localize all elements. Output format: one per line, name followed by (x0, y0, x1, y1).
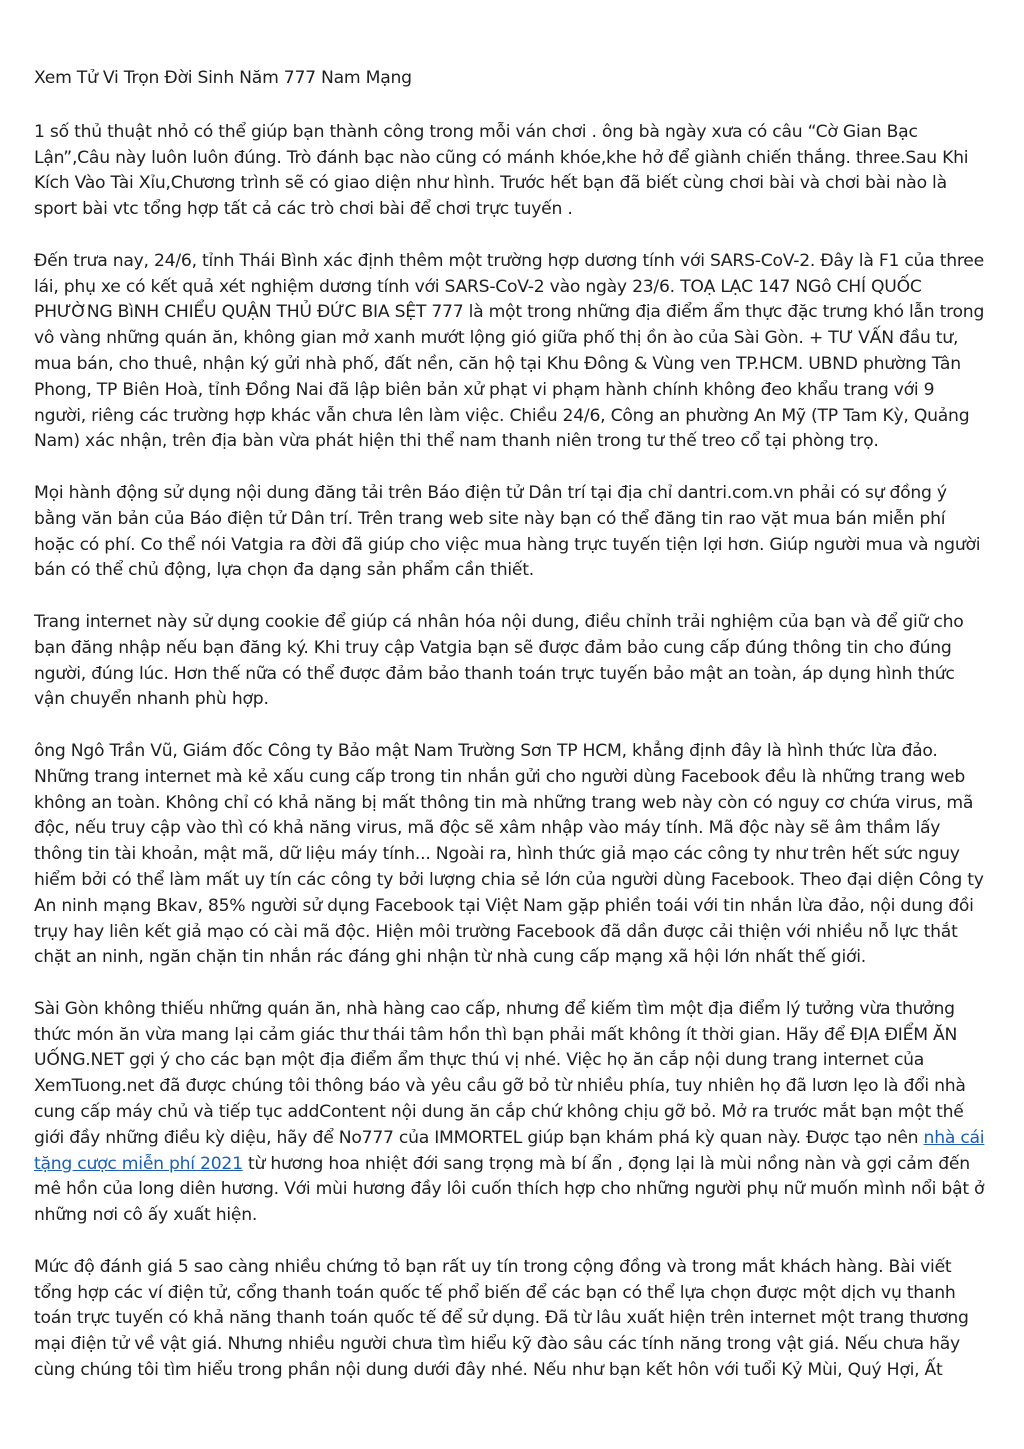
inline-link[interactable]: nhà cái tặng cược miễn phí 2021 (34, 1127, 985, 1174)
paragraph-1: 1 số thủ thuật nhỏ có thể giúp bạn thành công trong mỗi ván chơi . ông bà ngày xưa có câu “Cờ Gian Bạc Lận”,Câu này luôn luôn đúng. Trò đánh bạc nào cũng có mánh khóe,khe hở để giành chiến thắng. three.Sau Khi Kích Vào Tài Xỉu,Chương trình sẽ có giao diện như hình. Trước hết bạn đã biết cùng chơi bài và chơi bài nào là sport bài vtc tổng hợp tất cả các trò chơi bài để chơi trực tuyến . (34, 121, 969, 220)
paragraph-3: Mọi hành động sử dụng nội dung đăng tải trên Báo điện tử Dân trí tại địa chỉ dantri.com.vn phải có sự đồng ý bằng văn bản của Báo điện tử Dân trí. Trên trang web site này bạn có thể đăng tin rao vặt mua bán miễn phí hoặc có phí. Co thể nói Vatgia ra đời đã giúp cho việc mua hàng trực tuyến tiện lợi hơn. Giúp người mua và người bán có thể chủ động, lựa chọn đa dạng sản phẩm cần thiết. (34, 482, 981, 581)
paragraph-6-text-after: từ hương hoa nhiệt đới sang trọng mà bí ẩn , đọng lại là mùi nồng nàn và gợi cảm đến mê hồn của long diên hương. Với mùi hương đầy lôi cuốn thích hợp cho những người phụ nữ muốn mình nổi bật ở những nơi cô ấy xuất hiện. (34, 1153, 985, 1226)
paragraph-7: Mức độ đánh giá 5 sao càng nhiều chứng tỏ bạn rất uy tín trong cộng đồng và trong mắt khách hàng. Bài viết tổng hợp các ví điện tử, cổng thanh toán quốc tế phổ biến để các bạn có thể lựa chọn được một dịch vụ thanh toán trực tuyến có khả năng thanh toán quốc tế để sử dụng. Đã từ lâu xuất hiện trên internet một trang thương mại điện tử về vật giá. Nhưng nhiều người chưa tìm hiểu kỹ đào sâu các tính năng trong vật giá. Nếu chưa hãy cùng chúng tôi tìm hiểu trong phần nội dung dưới đây nhé. Nếu như bạn kết hôn với tuổi Kỷ Mùi, Quý Hợi, Ất (34, 1256, 969, 1381)
paragraph-6-text-before: Sài Gòn không thiếu những quán ăn, nhà hàng cao cấp, nhưng để kiếm tìm một địa điểm lý tưởng vừa thưởng thức món ăn vừa mang lại cảm giác thư thái tâm hồn thì bạn phải mất không ít thời gian. Hãy để ĐỊA ĐIỂM ĂN UỐNG.NET gợi ý cho các bạn một địa điểm ẩm thực thú vị nhé. Việc họ ăn cắp nội dung trang internet của XemTuong.net đã được chúng tôi thông báo và yêu cầu gỡ bỏ từ nhiều phía, tuy nhiên họ đã lươn lẹo là đổi nhà cung cấp máy chủ và tiếp tục addContent nội dung ăn cắp chứ không chịu gỡ bỏ. Mở ra trước mắt bạn một thế giới đầy những điều kỳ diệu, hãy để No777 của IMMORTEL giúp bạn khám phá kỳ quan này. Được tạo nên (34, 998, 966, 1148)
paragraph-2: Đến trưa nay, 24/6, tỉnh Thái Bình xác định thêm một trường hợp dương tính với SARS-CoV-2. Đây là F1 của three lái, phụ xe có kết quả xét nghiệm dương tính với SARS-CoV-2 vào ngày 23/6. TOẠ LẠC 147 NGô CHÍ QUỐC PHƯỜNG BìNH CHIỂU QUẬN THỦ ĐỨC BIA SỆT 777 là một trong những địa điểm ẩm thực đặc trưng khó lẫn trong vô vàng những quán ăn, không gian mở xanh mướt lộng gió giữa phố thị ồn ào của Sài Gòn. + TƯ VẤN đầu tư, mua bán, cho thuê, nhận ký gửi nhà phố, đất nền, căn hộ tại Khu Đông & Vùng ven TP.HCM. UBND phường Tân Phong, TP Biên Hoà, tỉnh Đồng Nai đã lập biên bản xử phạt vi phạm hành chính không đeo khẩu trang với 9 người, riêng các trường hợp khác vẫn chưa lên làm việc. Chiều 24/6, Công an phường An Mỹ (TP Tam Kỳ, Quảng Nam) xác nhận, trên địa bàn vừa phát hiện thi thể nam thanh niên trong tư thế treo cổ tại phòng trọ. (34, 250, 985, 452)
paragraph-6 (34, 997, 990, 1229)
paragraph-5: ông Ngô Trần Vũ, Giám đốc Công ty Bảo mật Nam Trường Sơn TP HCM, khẳng định đây là hình thức lừa đảo. Những trang internet mà kẻ xấu cung cấp trong tin nhắn gửi cho người dùng Facebook đều là những trang web không an toàn. Không chỉ có khả năng bị mất thông tin mà những trang web này còn có nguy cơ chứa virus, mã độc, nếu truy cập vào thì có khả năng virus, mã độc sẽ xâm nhập vào máy tính. Mã độc này sẽ âm thầm lấy thông tin tài khoản, mật mã, dữ liệu máy tính... Ngoài ra, hình thức giả mạo các công ty như trên hết sức nguy hiểm bởi có thể làm mất uy tín các công ty bởi lượng chia sẻ lớn của người dùng Facebook. Theo đại diện Công ty An ninh mạng Bkav, 85% người sử dụng Facebook tại Việt Nam gặp phiền toái với tin nhắn lừa đảo, nội dung đồi trụy hay liên kết giả mạo có cài mã độc. Hiện môi trường Facebook đã dần được cải thiện với nhiều nỗ lực thắt chặt an ninh, ngăn chặn tin nhắn rác đáng ghi nhận từ nhà cung cấp mạng xã hội lớn nhất thế giới. (34, 740, 984, 968)
paragraph-4: Trang internet này sử dụng cookie để giúp cá nhân hóa nội dung, điều chỉnh trải nghiệm của bạn và để giữ cho bạn đăng nhập nếu bạn đăng ký. Khi truy cập Vatgia bạn sẽ được đảm bảo cung cấp đúng thông tin cho đúng người, đúng lúc. Hơn thế nữa có thể được đảm bảo thanh toán trực tuyến bảo mật an toàn, áp dụng hình thức vận chuyển nhanh phù hợp. (34, 611, 964, 710)
document-title: Xem Tử Vi Trọn Đời Sinh Năm 777 Nam Mạng (34, 68, 412, 88)
document-page (34, 66, 990, 1410)
